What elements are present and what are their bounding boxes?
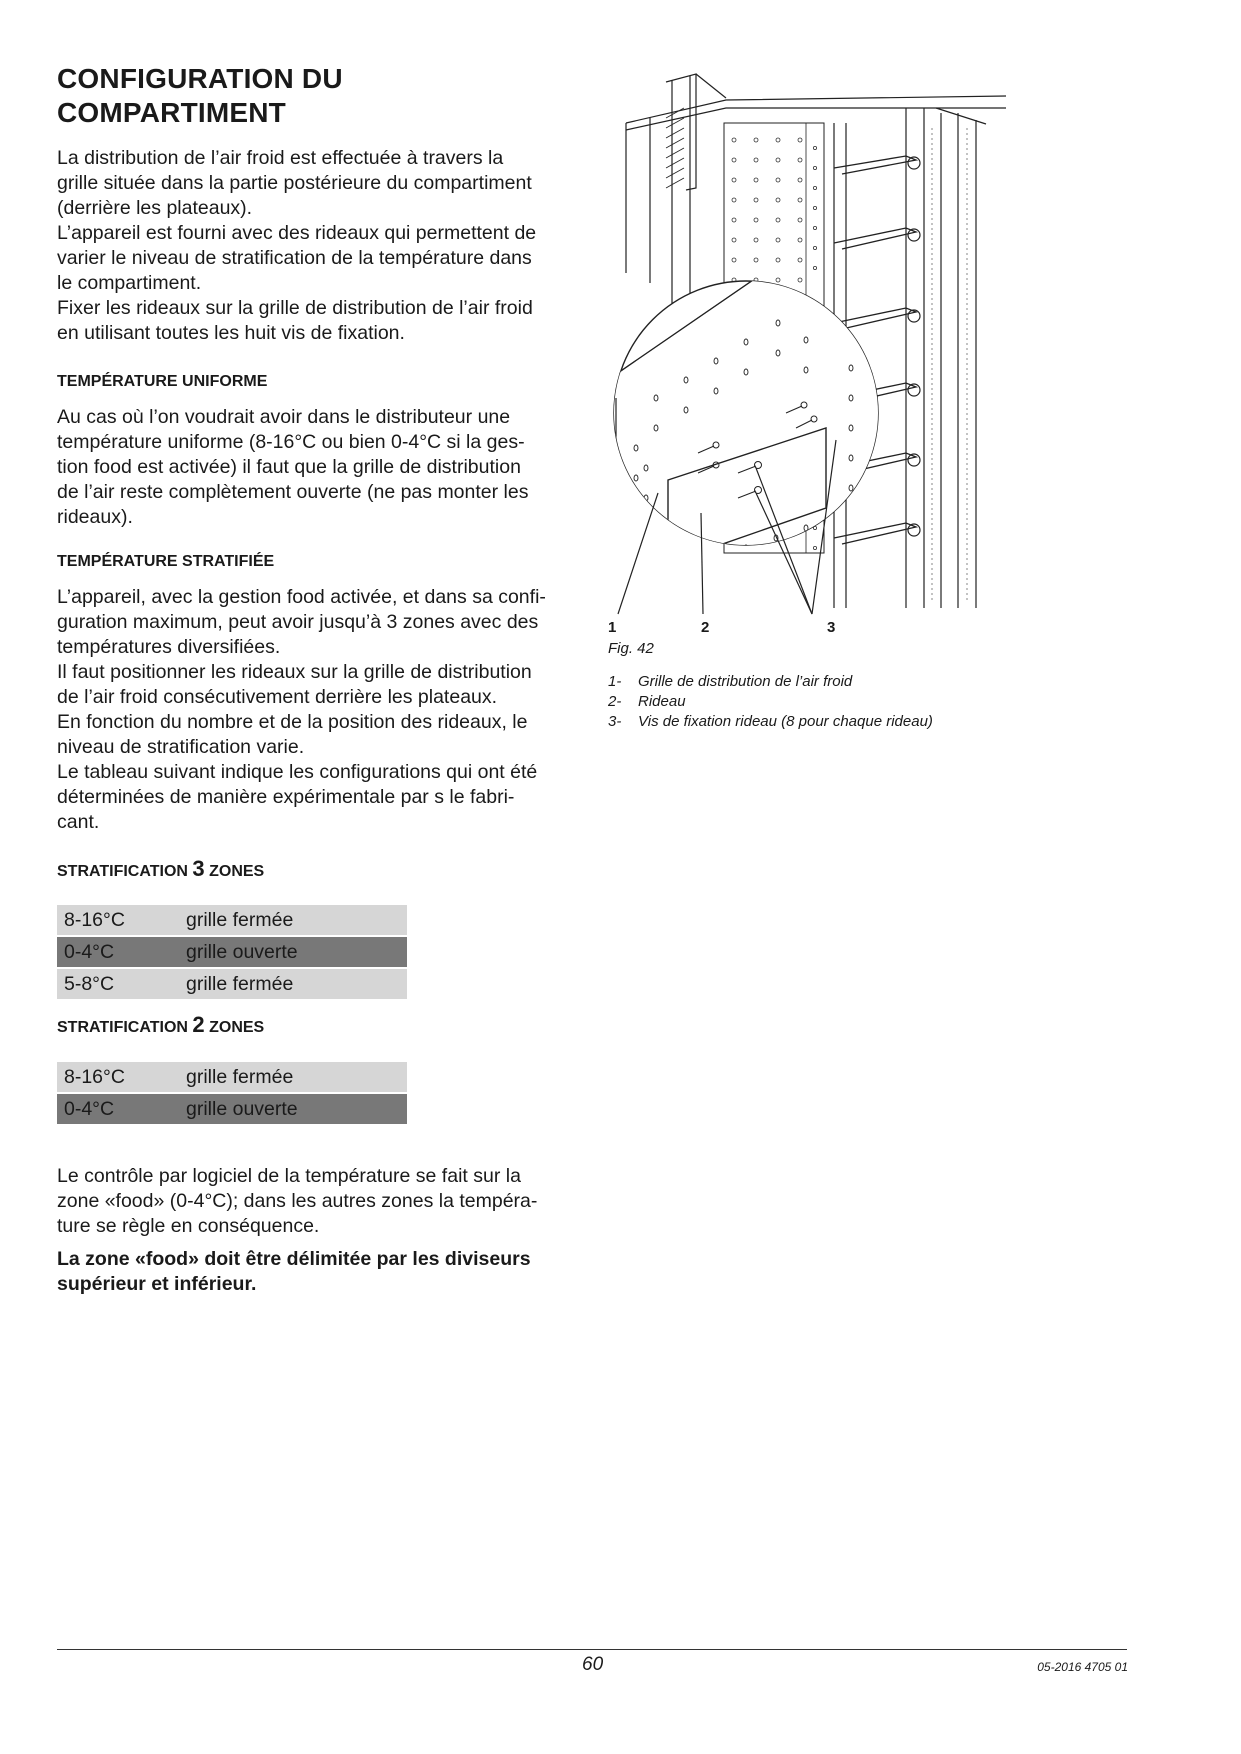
figure-label-3: 3	[827, 619, 836, 636]
stratifiee-paragraph: L’appareil, avec la gestion food activée, et dans sa confi- guration maximum, peut avoir jusqu’à 3 zones avec des températures diversifiées. Il faut positionner les rideaux sur la grille de distribution de l’air froid consécutivement derrière les plateaux. En fonction du nombre et de la position des rideaux, le niveau de stratification varie. Le tableau suivant indique les configurations qui ont été déterminées de manière expérimentale par s le fabri- cant.	[57, 586, 546, 833]
table-row	[57, 937, 407, 967]
temp-cell: 8-16°C	[57, 905, 179, 935]
zones3-table	[57, 903, 407, 1001]
temp-cell: 0-4°C	[57, 1094, 179, 1124]
legend-item: 1- Grille de distribution de l’air froid	[608, 673, 853, 690]
figure-label-1: 1	[608, 619, 617, 636]
bold-note: La zone «food» doit être délimitée par les diviseurs supérieur et inférieur.	[57, 1248, 531, 1295]
intro-paragraph: La distribution de l’air froid est effectuée à travers la grille située dans la partie postérieure du compartiment (derrière les plateaux). L’appareil est fourni avec des rideaux qui permettent de varier le niveau de stratification de la température dans le compartiment. Fixer les rideaux sur la grille de distribution de l’air froid en utilisant toutes les huit vis de fixation.	[57, 147, 537, 344]
legend-item: 3- Vis de fixation rideau (8 pour chaque rideau)	[608, 713, 933, 730]
figure-label-2: 2	[701, 619, 710, 636]
temp-cell: 0-4°C	[57, 937, 179, 967]
table-row	[57, 1094, 407, 1124]
page-number: 60	[582, 1654, 604, 1675]
state-cell: grille fermée	[179, 905, 407, 935]
table-row	[57, 1062, 407, 1092]
temp-cell: 5-8°C	[57, 969, 179, 999]
uniforme-heading: TEMPÉRATURE UNIFORME	[57, 373, 268, 390]
page-title: CONFIGURATION DU COMPARTIMENT	[57, 63, 343, 128]
uniforme-paragraph: Au cas où l’on voudrait avoir dans le distributeur une température uniforme (8-16°C ou bien 0-4°C si la ges- tion food est activée) il faut que la grille de distribution de l’air reste complètement ouverte (ne pas monter les rideaux).	[57, 406, 529, 528]
left-column	[57, 62, 577, 1297]
state-cell: grille ouverte	[179, 937, 407, 967]
zones3-heading: STRATIFICATION 3 ZONES	[57, 856, 265, 881]
figure-legend	[608, 672, 933, 732]
state-cell: grille fermée	[179, 969, 407, 999]
figure-caption: Fig. 42	[608, 640, 654, 657]
table-row	[57, 969, 407, 999]
figure-illustration	[606, 68, 1128, 618]
table-row	[57, 905, 407, 935]
state-cell: grille fermée	[179, 1062, 407, 1092]
temp-cell: 8-16°C	[57, 1062, 179, 1092]
state-cell: grille ouverte	[179, 1094, 407, 1124]
legend-item: 2- Rideau	[608, 693, 686, 710]
footer-divider	[57, 1649, 1127, 1650]
zones2-table	[57, 1060, 407, 1126]
control-paragraph: Le contrôle par logiciel de la température se fait sur la zone «food» (0-4°C); dans les autres zones la tempéra- ture se règle en conséquence.	[57, 1165, 538, 1237]
stratifiee-heading: TEMPÉRATURE STRATIFIÉE	[57, 553, 275, 570]
zones2-heading: STRATIFICATION 2 ZONES	[57, 1012, 265, 1037]
document-reference: 05-2016 4705 01	[1037, 1660, 1128, 1674]
